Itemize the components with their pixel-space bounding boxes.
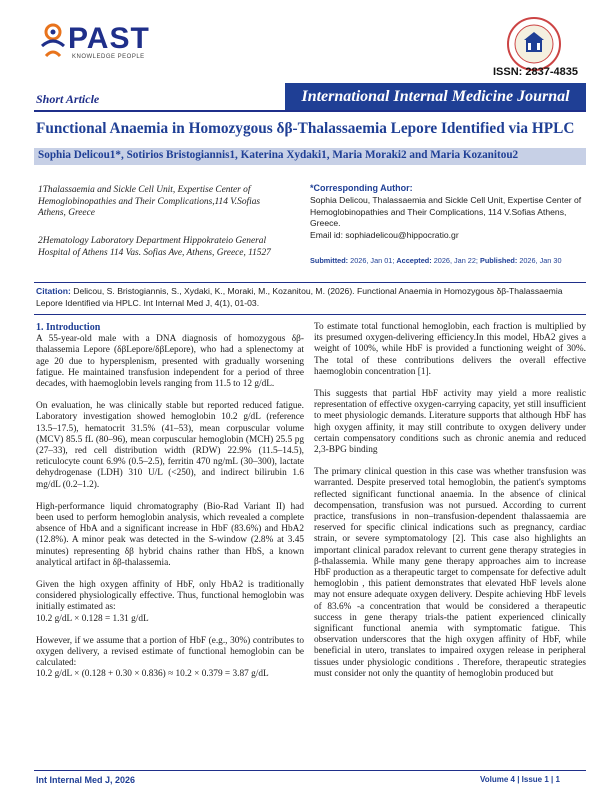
citation bbox=[36, 286, 588, 309]
equation: 10.2 g/dL × (0.128 + 0.30 × 0.836) ≈ 10.2 × 0.379 = 3.87 g/dL bbox=[36, 669, 269, 680]
citation-divider-bottom bbox=[34, 314, 586, 315]
journal-name-banner: International Internal Medicine Journal bbox=[285, 83, 586, 110]
corresponding-author-email[interactable]: Email id: sophiadelicou@hippocratio.gr bbox=[310, 229, 459, 240]
right-column bbox=[314, 322, 586, 680]
corresponding-author-details bbox=[310, 195, 585, 241]
footer-divider bbox=[34, 770, 586, 771]
corresponding-author-body: Sophia Delicou, Thalassaemia and Sickle Cell Unit, Expertise Center of Hemoglobinopathies and Their Complications, 114 V.Sofias Athens, Greece. bbox=[310, 195, 582, 228]
article-title: Functional Anaemia in Homozygous δβ-Thalassaemia Lepore Identified via HPLC bbox=[36, 120, 575, 137]
accepted-date: 2026, Jan 22; bbox=[433, 256, 478, 265]
issn: ISSN: 2837-4835 bbox=[493, 66, 578, 78]
header-divider bbox=[34, 110, 586, 112]
affiliation-1: 1Thalassaemia and Sickle Cell Unit, Expertise Center of Hemoglobinopathies and Their Complications,114 V.Sofias Athens, Greece bbox=[38, 185, 261, 218]
paragraph: To estimate total functional hemoglobin, each fraction is multiplied by its presumed oxygen-delivering efficiency.In this model, HbA2 gives a weight of 100%, while HbF is provided a functioning weight of 30%. The total of these contributions delivers the overall effective haemoglobin concentration [1]. bbox=[314, 322, 586, 377]
citation-divider-top bbox=[34, 282, 586, 283]
paragraph: High-performance liquid chromatography (Bio-Rad Variant II) had been used to perform hemoglobin analysis, which revealed a complete absence of HbA and a significant increase in HbF (83.6%) and HbA2 (12.8%). A minor peak was detected in the S-window (2.8% at 3.45 minutes) representing δβ hybrid chains rather than HbS, a known analytical artifact in δβ-thalassemia. bbox=[36, 501, 304, 568]
publisher-logo bbox=[38, 20, 148, 66]
corresponding-author-heading: *Corresponding Author: bbox=[310, 183, 413, 193]
left-column bbox=[36, 322, 304, 681]
paragraph: On evaluation, he was clinically stable but reported reduced fatigue. Laboratory investigation showed hemoglobin 10.2 g/dL (reference 13.5–17.5), hematocrit 31.5% (41–53), mean corpuscular volume (MCV) 85.5 fL (80–96), mean corpuscular hemoglobin (MCH) 25.5 pg (27–33), red cell distribution width (RDW) 22.9% (11.5–14.5), reticulocyte count 6.9% (0.5–2.5), ferritin 470 ng/mL (30–300), lactate dehydrogenase (LDH) 310 U/L (<250), and indirect bilirubin 1.6 mg/dL (0.2–1.2). bbox=[36, 401, 304, 490]
footer-journal-citation: Int Internal Med J, 2026 bbox=[36, 775, 136, 785]
paragraph: A 55-year-old male with a DNA diagnosis of homozygous δβ-thalassemia Lepore (δβLepore/δβLepore), who had a splenectomy at age 20 due to hypersplenism, presented with gradually worsening fatigue. He maintained transfusion independent for a period of three decades, with haemoglobin levels ranging from 11.5 to 12 g/dL. bbox=[36, 334, 304, 390]
paragraph: This suggests that partial HbF activity may yield a more realistic representation of effective oxygen-carrying capacity, yet still insufficient to meet physiologic demands. Literature supports that although HbF has high oxygen affinity, it may still contribute to oxygen delivery under certain compensatory conditions such as chronic anemia and reduced 2,3-BPG binding bbox=[314, 389, 586, 456]
paragraph: Given the high oxygen affinity of HbF, only HbA2 is traditionally considered physiologically effective. Thus, functional hemoglobin was initially estimated as: bbox=[36, 580, 304, 613]
affiliation-2: 2Hematology Laboratory Department Hippokrateio General Hospital of Athens 114 Vas. Sofias Ave, Athens, Greece, 11527 bbox=[38, 236, 271, 258]
citation-text: Delicou, S. Bristogiannis, S., Xydaki, K., Moraki, M., Kozanitou, M. (2026). Functional Anaemia in Homozygous δβ-Thalassaemia Lepore Identified via HPLC. Int Internal Med J, 4(1), 01-03. bbox=[36, 286, 563, 308]
logo-text: PAST bbox=[68, 22, 150, 55]
citation-label: Citation: bbox=[36, 286, 71, 296]
past-logo-icon bbox=[38, 22, 68, 62]
logo-subtext: KNOWLEDGE PEOPLE bbox=[72, 54, 145, 60]
journal-seal-icon bbox=[506, 16, 562, 72]
published-label: Published: bbox=[479, 256, 518, 265]
section-heading-introduction: 1. Introduction bbox=[36, 322, 101, 333]
published-date: 2026, Jan 30 bbox=[519, 256, 562, 265]
footer-volume-issue-page: Volume 4 | Issue 1 | 1 bbox=[480, 775, 560, 784]
accepted-label: Accepted: bbox=[396, 256, 432, 265]
paragraph: The primary clinical question in this case was whether transfusion was warranted. Despite preserved total hemoglobin, the patient's symptoms reflected significant functional anaemia. In the absence of clinical decompensation, transfusion was not pursued. According to current practice, transfusions in non–transfusion-dependent thalassaemia are reserved for specific clinical indications such as pregnancy, cardiac strain, or severe symptomatology [2]. This case also highlights an important clinical paradox relevant to current gene therapy strategies in β-thalassemia. While many gene therapy approaches aim to increase HbF production as a therapeutic target to compensate for defective adult hemoglobin , this patient demonstrates that elevated HbF levels alone may not ensure adequate oxygen delivery. Despite achieving HbF levels of 83.6% -a concentration that would be considered a therapeutic success in gene therapy trials-the patient experienced clinically significant functional anemia with symptomatic fatigue. This observation underscores that the high oxygen affinity of HbF, while beneficial in utero, translates to impaired oxygen release in peripheral tissues under physiologic conditions . Therefore, therapeutic strategies must consider not only the quantity of hemoglobin produced but bbox=[314, 467, 586, 679]
article-type: Short Article bbox=[36, 92, 100, 106]
equation: 10.2 g/dL × 0.128 = 1.31 g/dL bbox=[36, 613, 149, 624]
article-dates bbox=[310, 256, 562, 265]
paragraph: However, if we assume that a portion of HbF (e.g., 30%) contributes to oxygen delivery, a revised estimate of functional hemoglobin can be calculated: bbox=[36, 635, 304, 669]
author-list: Sophia Delicou1*, Sotirios Bristogiannis1, Katerina Xydaki1, Maria Moraki2 and Maria Kozanitou2 bbox=[38, 149, 519, 161]
submitted-date: 2026, Jan 01; bbox=[350, 256, 395, 265]
submitted-label: Submitted: bbox=[310, 256, 349, 265]
